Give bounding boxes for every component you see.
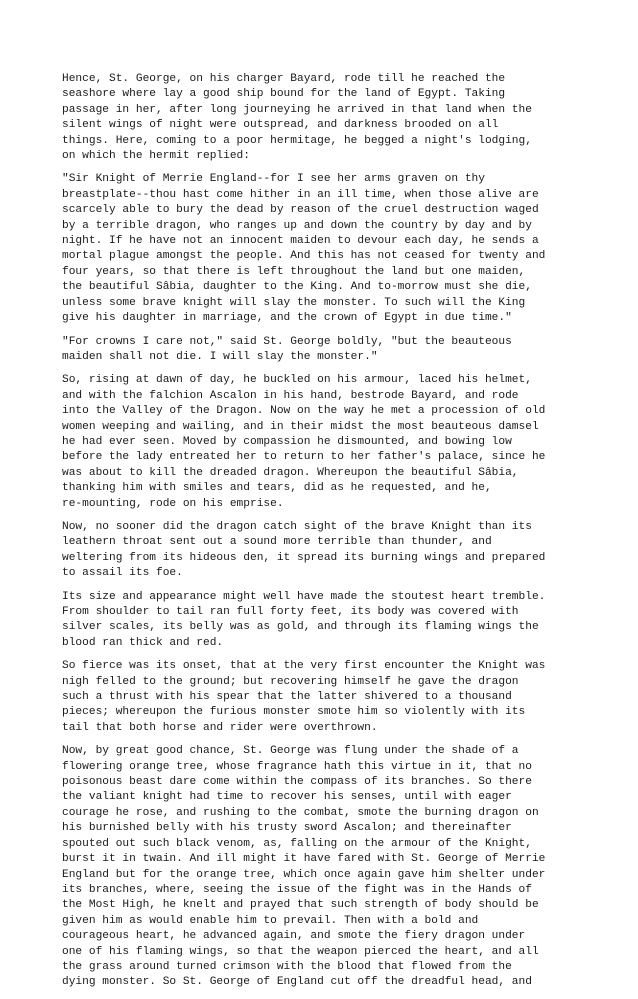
paragraph-4: So, rising at dawn of day, he buckled on his armour, laced his helmet, and with the falchion Ascalon in his hand, bestrode Bayard, and rode into the Valley of the Dragon. Now on the way he met a procession of old women weeping and wailing, and in their midst the most beauteous damsel he had ever seen. Moved by compassion he dismounted, and bowing low before the lady entreated her to return to her father's palace, since he was about to kill the dreaded dragon. Whereupon the beautiful Sâbia, thanking him with smiles and tears, did as he requested, and he, re-mounting, rode on his emprise.	[62, 374, 546, 510]
document-page	[62, 72, 582, 999]
paragraph-3: "For crowns I care not," said St. George boldly, "but the beauteous maiden shall not die. I will slay the monster."	[62, 335, 512, 363]
paragraph-6: Its size and appearance might well have made the stoutest heart tremble. From shoulder to tail ran full forty feet, its body was covered with silver scales, its belly was as gold, and through its flaming wings the blood ran thick and red.	[62, 590, 546, 649]
paragraph-7: So fierce was its onset, that at the very first encounter the Knight was nigh felled to the ground; but recovering himself he gave the dragon such a thrust with his spear that the latter shivered to a thousand pieces; whereupon the furious monster smote him so violently with its tail that both horse and rider were overthrown.	[62, 660, 546, 734]
paragraph-5: Now, no sooner did the dragon catch sight of the brave Knight than its leathern throat sent out a sound more terrible than thunder, and weltering from its hideous den, it spread its burning wings and prepared to assail its foe.	[62, 520, 546, 580]
paragraph-1: Hence, St. George, on his charger Bayard, rode till he reached the seashore where lay a good ship bound for the land of Egypt. Taking passage in her, after long journeying he arrived in that land when the silent wings of night were outspread, and darkness brooded on all things. Here, coming to a poor hermitage, he begged a night's lodging, on which the hermit replied:	[62, 73, 532, 163]
paragraph-8: Now, by great good chance, St. George was flung under the shade of a flowering orange tree, whose fragrance hath this virtue in it, that no poisonous beast dare come within the compass of its branches. So there the valiant knight had time to recover his senses, until with eager courage he rose, and rushing to the combat, smote the burning dragon on his burnished belly with his trusty sword Ascalon; and thereinafter spouted out such black venom, as, falling on the armour of the Knight, burst it in twain. And ill might it have fared with St. George of Merrie England but for the orange tree, which once again gave him shelter under its branches, where, seeing the issue of the fight was in the Hands of the Most High, he knelt and prayed that such strength of body should be given him as would enable him to prevail. Then with a bold and courageous heart, he advanced again, and smote the fiery dragon under one of his flaming wings, so that the weapon pierced the heart, and all the grass around turned crimson with the blood that flowed from the dying monster. So St. George of England cut off the dreadful head, and	[62, 745, 546, 989]
paragraph-2: "Sir Knight of Merrie England--for I see her arms graven on thy breastplate--thou hast come hither in an ill time, when those alive are scarcely able to bury the dead by reason of the cruel destruction waged by a terrible dragon, who ranges up and down the country by day and by night. If he have not an innocent maiden to devour each day, he sends a mortal plague amongst the people. And this has not ceased for twenty and four years, so that there is left throughout the land but one maiden, the beautiful Sâbia, daughter to the King. And to-morrow must she die, unless some brave knight will slay the monster. To such will the King give his daughter in marriage, and the crown of Egypt in due time."	[62, 173, 546, 325]
